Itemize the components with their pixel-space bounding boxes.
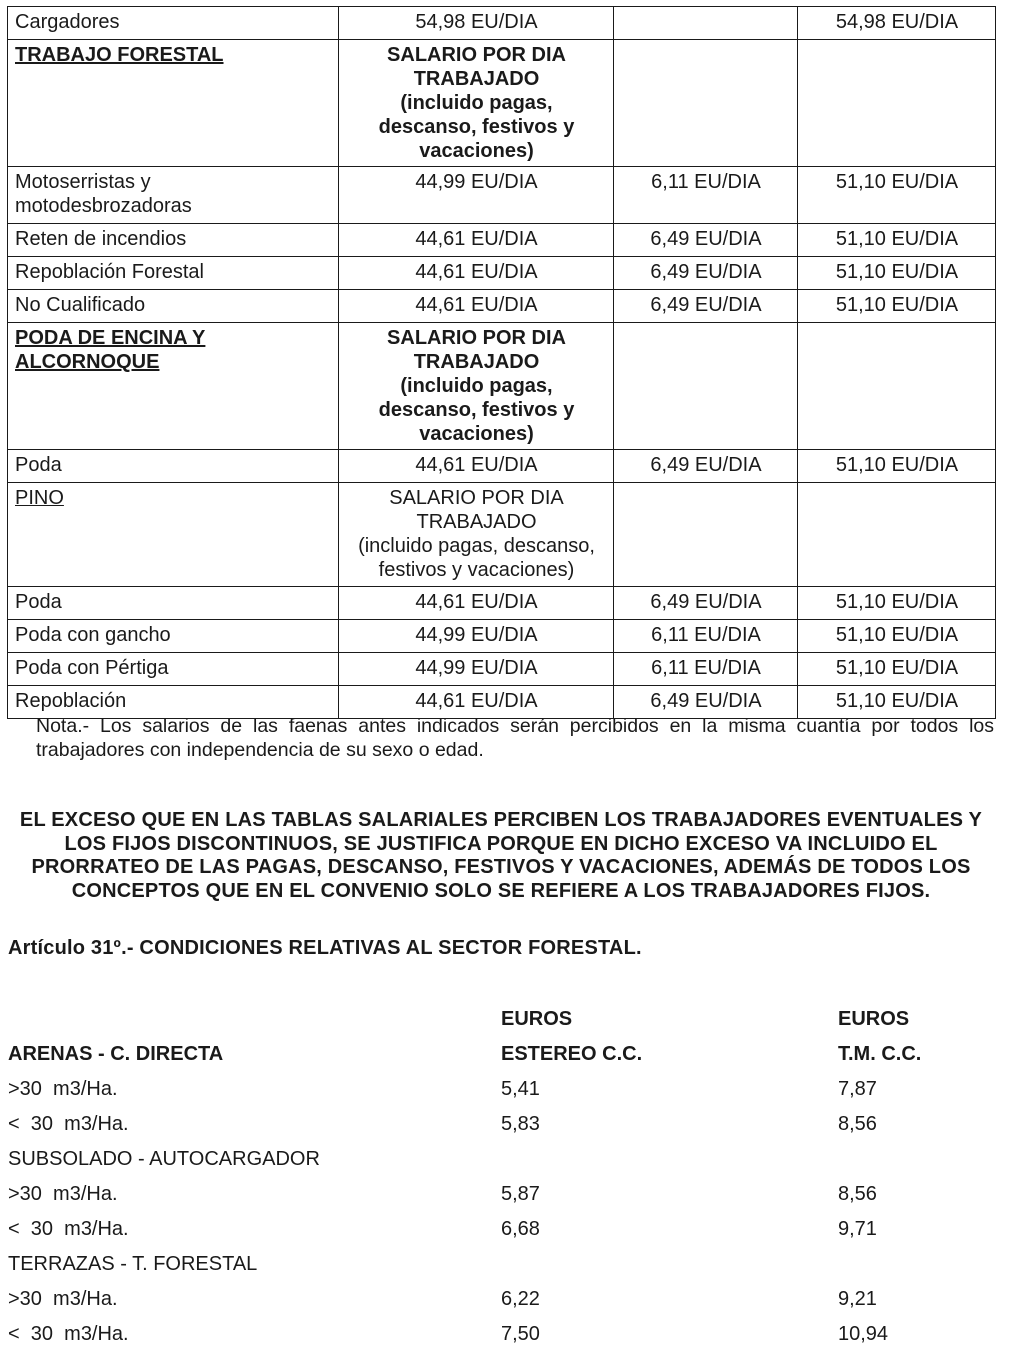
salary-header-cell — [339, 483, 614, 587]
total-cell: 51,10 EU/DIA — [798, 290, 996, 323]
wage-table-body — [8, 7, 996, 719]
plus-cell: 6,11 EU/DIA — [614, 167, 798, 224]
salary-header-line: festivos y vacaciones) — [378, 559, 575, 581]
empty-cell — [614, 40, 798, 167]
salary-header-line: SALARIO POR DIA — [389, 487, 564, 509]
rates-row — [8, 1077, 1008, 1112]
header-arenas: ARENAS - C. DIRECTA — [8, 1043, 224, 1065]
salary-cell: 44,61 EU/DIA — [339, 587, 614, 620]
density-label: < 30 m3/Ha. — [8, 1113, 129, 1135]
header-euros-estereo: EUROS — [501, 1008, 573, 1030]
salary-header-cell — [339, 323, 614, 450]
total-cell: 51,10 EU/DIA — [798, 167, 996, 224]
job-label: Reten de incendios — [8, 224, 339, 257]
salary-header-cell — [339, 40, 614, 167]
plus-cell — [614, 7, 798, 40]
job-label: Poda con Pértiga — [8, 653, 339, 686]
salary-header-line: TRABAJADO — [416, 511, 537, 533]
density-label: < 30 m3/Ha. — [8, 1218, 129, 1240]
group-label: TERRAZAS - T. FORESTAL — [8, 1253, 258, 1275]
estereo-value: 5,87 — [501, 1183, 540, 1205]
plus-cell: 6,49 EU/DIA — [614, 450, 798, 483]
empty-cell — [614, 323, 798, 450]
salary-cell: 44,99 EU/DIA — [339, 620, 614, 653]
estereo-value: 5,83 — [501, 1113, 540, 1135]
plus-cell: 6,49 EU/DIA — [614, 686, 798, 719]
job-label: Motoserristas y motodesbrozadoras — [8, 167, 339, 224]
tm-value: 7,87 — [838, 1078, 877, 1100]
salary-cell: 44,61 EU/DIA — [339, 290, 614, 323]
rates-header — [8, 1042, 1008, 1077]
job-label: Repoblación — [8, 686, 339, 719]
table-row — [8, 450, 996, 483]
job-label: Poda con gancho — [8, 620, 339, 653]
empty-cell — [798, 483, 996, 587]
table-row — [8, 257, 996, 290]
job-label: Poda — [8, 450, 339, 483]
density-label: >30 m3/Ha. — [8, 1078, 118, 1100]
header-euros-tm: EUROS — [838, 1008, 910, 1030]
total-cell: 51,10 EU/DIA — [798, 450, 996, 483]
wage-table — [7, 6, 996, 719]
table-row — [8, 224, 996, 257]
job-label: Poda — [8, 587, 339, 620]
total-cell: 51,10 EU/DIA — [798, 587, 996, 620]
rates-body — [8, 1077, 1008, 1357]
salary-cell: 54,98 EU/DIA — [339, 7, 614, 40]
estereo-value: 7,50 — [501, 1323, 540, 1345]
rates-group-label-row — [8, 1147, 1008, 1182]
section-title: TRABAJO FORESTAL — [8, 40, 339, 167]
salary-cell: 44,61 EU/DIA — [339, 224, 614, 257]
total-cell: 51,10 EU/DIA — [798, 620, 996, 653]
salary-header-line: descanso, festivos y — [378, 399, 575, 421]
plus-cell: 6,49 EU/DIA — [614, 587, 798, 620]
salary-cell: 44,99 EU/DIA — [339, 167, 614, 224]
section-title: PODA DE ENCINA Y ALCORNOQUE — [8, 323, 339, 450]
total-cell: 54,98 EU/DIA — [798, 7, 996, 40]
header-estereo: ESTEREO C.C. — [501, 1043, 643, 1065]
salary-header-line: (incluido pagas, — [400, 375, 553, 397]
section-title: PINO — [8, 483, 339, 587]
rates-row — [8, 1112, 1008, 1147]
plus-cell: 6,49 EU/DIA — [614, 290, 798, 323]
job-label: No Cualificado — [8, 290, 339, 323]
rates-row — [8, 1287, 1008, 1322]
forestal-rates-table — [8, 1007, 1008, 1357]
tm-value: 8,56 — [838, 1183, 877, 1205]
article-heading: Artículo 31º.- CONDICIONES RELATIVAS AL SECTOR FORESTAL. — [8, 937, 642, 959]
density-label: >30 m3/Ha. — [8, 1288, 118, 1310]
salary-header-line: TRABAJADO — [413, 68, 540, 90]
notice-paragraph: EL EXCESO QUE EN LAS TABLAS SALARIALES PERCIBEN LOS TRABAJADORES EVENTUALES Y LOS FIJOS DISCONTINUOS, SE JUSTIFICA PORQUE EN DICHO EXCESO VA INCLUIDO EL PRORRATEO DE LAS PAGAS, DESCANSO, FESTIVOS Y VACACIONES, ADEMÁS DE TODOS LOS CONCEPTOS QUE EN EL CONVENIO SOLO SE REFIERE A LOS TRABAJADORES FIJOS. — [19, 809, 983, 902]
salary-header-line: SALARIO POR DIA — [387, 44, 566, 66]
rates-header-top — [8, 1007, 1008, 1042]
salary-cell: 44,61 EU/DIA — [339, 257, 614, 290]
total-cell: 51,10 EU/DIA — [798, 686, 996, 719]
table-row — [8, 290, 996, 323]
table-row — [8, 653, 996, 686]
salary-header-line: TRABAJADO — [413, 351, 540, 373]
salary-header-line: (incluido pagas, descanso, — [358, 535, 595, 557]
plus-cell: 6,11 EU/DIA — [614, 620, 798, 653]
salary-cell: 44,61 EU/DIA — [339, 686, 614, 719]
tm-value: 10,94 — [838, 1323, 889, 1345]
tm-value: 9,21 — [838, 1288, 877, 1310]
plus-cell: 6,11 EU/DIA — [614, 653, 798, 686]
total-cell: 51,10 EU/DIA — [798, 653, 996, 686]
estereo-value: 6,22 — [501, 1288, 540, 1310]
total-cell: 51,10 EU/DIA — [798, 257, 996, 290]
group-label: SUBSOLADO - AUTOCARGADOR — [8, 1148, 320, 1170]
salary-header-line: descanso, festivos y — [378, 116, 575, 138]
table-row — [8, 587, 996, 620]
estereo-value: 6,68 — [501, 1218, 540, 1240]
salary-header-line: vacaciones) — [419, 423, 534, 445]
total-cell: 51,10 EU/DIA — [798, 224, 996, 257]
note-text: Nota.- Los salarios de las faenas antes indicados serán percibidos en la misma cuantía por todos los trabajadores con independencia de su sexo o edad. — [36, 715, 994, 761]
section-header-row — [8, 323, 996, 450]
rates-group-label-row — [8, 1252, 1008, 1287]
tm-value: 9,71 — [838, 1218, 877, 1240]
section-header-row — [8, 483, 996, 587]
empty-cell — [798, 323, 996, 450]
job-label: Cargadores — [8, 7, 339, 40]
density-label: >30 m3/Ha. — [8, 1183, 118, 1205]
table-row — [8, 167, 996, 224]
empty-cell — [798, 40, 996, 167]
section-header-row — [8, 40, 996, 167]
density-label: < 30 m3/Ha. — [8, 1323, 129, 1345]
plus-cell: 6,49 EU/DIA — [614, 257, 798, 290]
table-row — [8, 7, 996, 40]
salary-header-line: (incluido pagas, — [400, 92, 553, 114]
estereo-value: 5,41 — [501, 1078, 540, 1100]
salary-header-line: SALARIO POR DIA — [387, 327, 566, 349]
empty-cell — [614, 483, 798, 587]
rates-row — [8, 1217, 1008, 1252]
plus-cell: 6,49 EU/DIA — [614, 224, 798, 257]
header-tm: T.M. C.C. — [838, 1043, 922, 1065]
salary-cell: 44,61 EU/DIA — [339, 450, 614, 483]
salary-cell: 44,99 EU/DIA — [339, 653, 614, 686]
table-row — [8, 620, 996, 653]
rates-row — [8, 1322, 1008, 1357]
salary-header-line: vacaciones) — [419, 140, 534, 162]
tm-value: 8,56 — [838, 1113, 877, 1135]
job-label: Repoblación Forestal — [8, 257, 339, 290]
rates-row — [8, 1182, 1008, 1217]
